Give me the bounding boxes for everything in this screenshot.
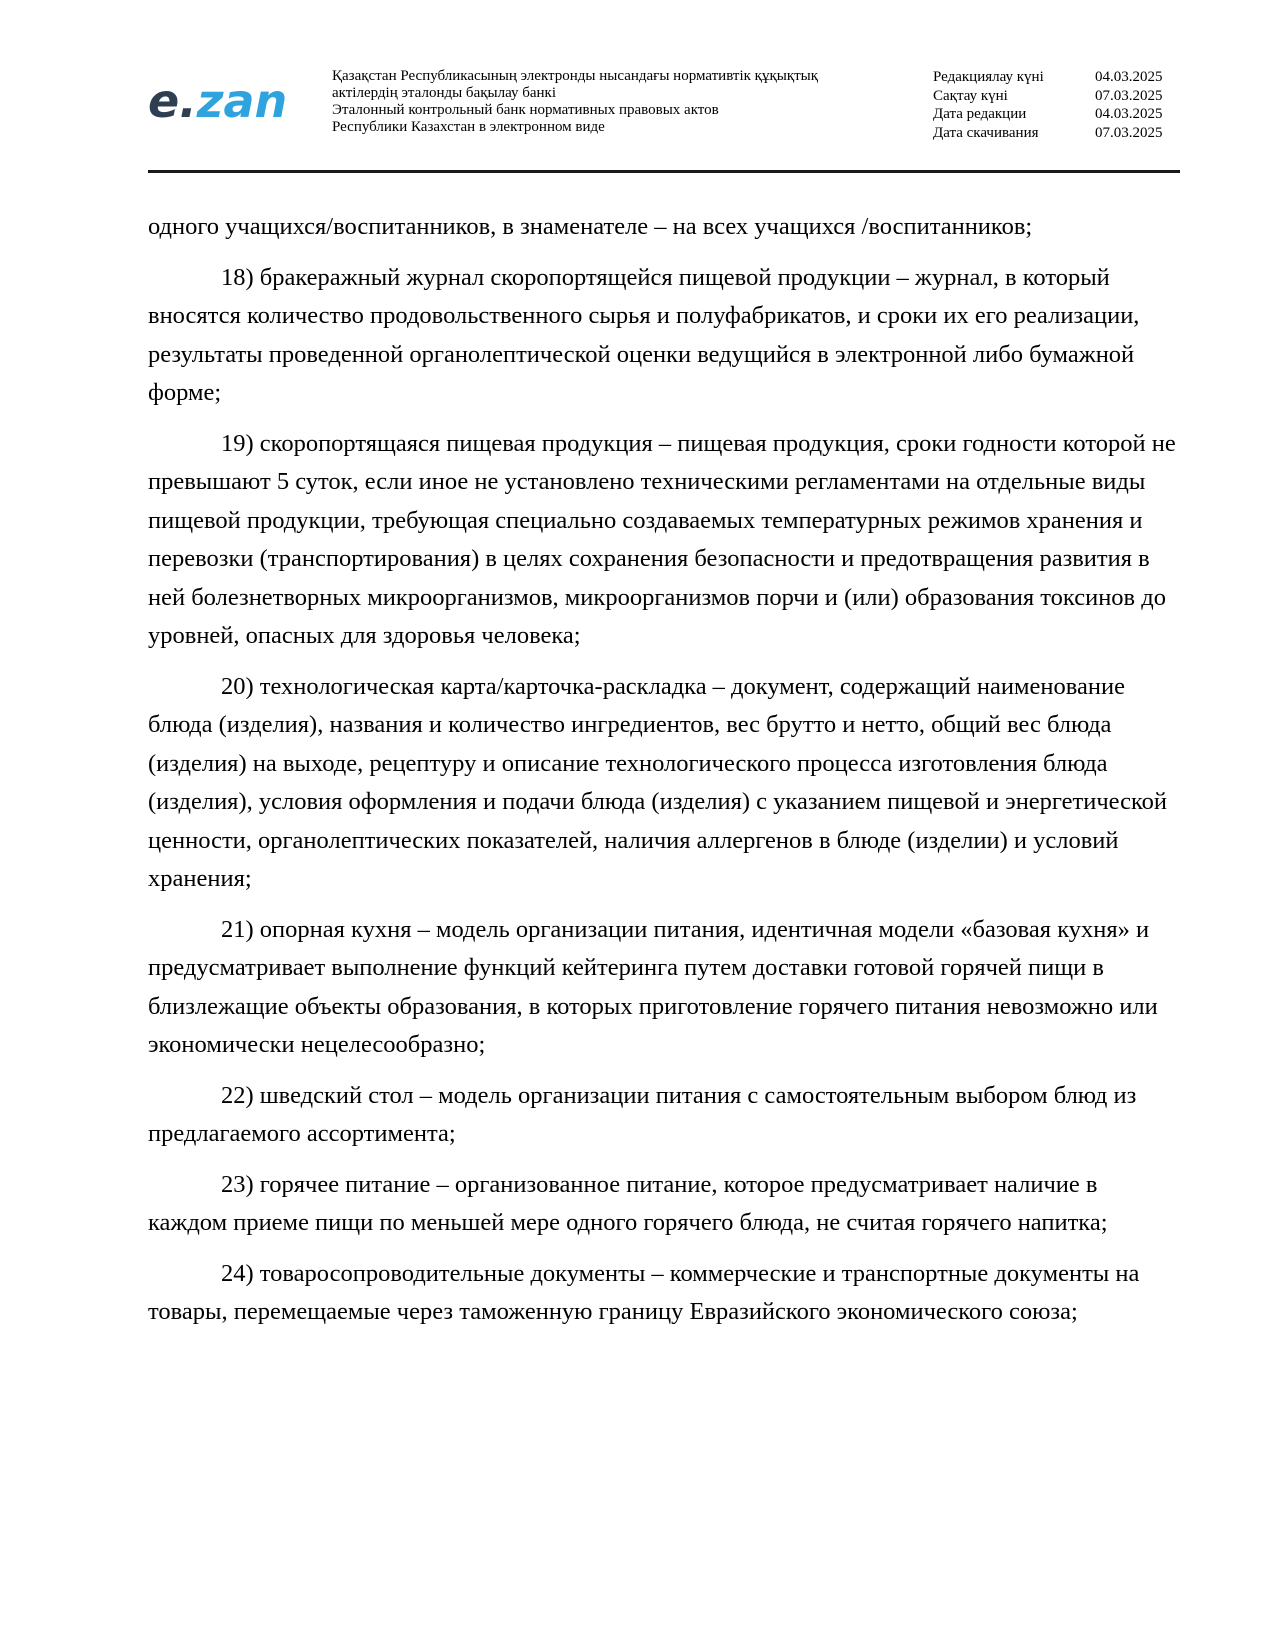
header-title-line: актілердің эталонды бақылау банкі (332, 85, 556, 101)
meta-row-download-date-ru (933, 124, 1178, 143)
paragraph-item-23: 23) горячее питание – организованное питание, которое предусматривает наличие в каждом приеме пищи по меньшей мере одного горячего блюда, не считая горячего напитка; (148, 1170, 1108, 1236)
logo-dot: . (179, 74, 197, 128)
paragraph-item-20: 20) технологическая карта/карточка-раскладка – документ, содержащий наименование блюда (изделия), названия и количество ингредиентов, вес брутто и нетто, общий вес блюда (изделия) на выходе, рецептуру и описание технологического процесса изготовления блюда (изделия), условия оформления и подачи блюда (изделия) с указанием пищевой и энергетической ценности, органолептических показателей, наличия аллергенов в блюде (изделии) и условий хранения; (148, 672, 1168, 892)
meta-label: Дата скачивания (933, 124, 1039, 141)
meta-row-edit-date-kz (933, 68, 1178, 87)
meta-row-save-date-kz (933, 87, 1178, 106)
header-title-line: Эталонный контрольный банк нормативных правовых актов (332, 102, 719, 118)
meta-value: 04.03.2025 (1095, 69, 1163, 85)
meta-label: Дата редакции (933, 106, 1027, 122)
logo-zan: zan (196, 74, 288, 128)
document-body (148, 208, 1180, 1344)
header-title-line: Қазақстан Республикасының электронды нысандағы нормативтік құқықтық (332, 68, 819, 84)
paragraph-item-22: 22) шведский стол – модель организации питания с самостоятельным выбором блюд из предлагаемого ассортимента; (148, 1081, 1137, 1147)
header-divider (148, 170, 1180, 173)
ezan-logo (148, 76, 287, 126)
paragraph-item-18: 18) бракеражный журнал скоропортящейся пищевой продукции – журнал, в который вносятся количество продовольственного сырья и полуфабрикатов, и сроки их его реализации, результаты проведенной органолептической оценки ведущийся в электронной либо бумажной форме; (148, 263, 1140, 406)
header-title-line: Республики Казахстан в электронном виде (332, 119, 605, 135)
paragraph-item-19: 19) скоропортящаяся пищевая продукция – пищевая продукция, сроки годности которой не превышают 5 суток, если иное не установлено техническими регламентами на отдельные виды пищевой продукции, требующая специально создаваемых температурных режимов хранения и перевозки (транспортирования) в целях сохранения безопасности и предотвращения развития в ней болезнетворных микроорганизмов, микроорганизмов порчи и (или) образования токсинов до уровней, опасных для здоровья человека; (148, 429, 1176, 649)
document-header (148, 68, 1178, 166)
meta-value: 07.03.2025 (1095, 124, 1163, 141)
meta-row-edit-date-ru (933, 105, 1178, 124)
header-title (332, 68, 892, 136)
header-meta (933, 68, 1178, 142)
meta-label: Редакциялау күні (933, 69, 1044, 85)
meta-label: Сақтау күні (933, 87, 1008, 104)
meta-value: 04.03.2025 (1095, 106, 1163, 122)
meta-value: 07.03.2025 (1095, 87, 1163, 104)
paragraph-continuation: одного учащихся/воспитанников, в знаменателе – на всех учащихся /воспитанников; (148, 213, 1033, 240)
paragraph-item-24: 24) товаросопроводительные документы – коммерческие и транспортные документы на товары, перемещаемые через таможенную границу Евразийского экономического союза; (148, 1259, 1140, 1325)
paragraph-item-21: 21) опорная кухня – модель организации питания, идентичная модели «базовая кухня» и предусматривает выполнение функций кейтеринга путем доставки готовой горячей пищи в близлежащие объекты образования, в которых приготовление горячего питания невозможно или экономически нецелесообразно; (148, 915, 1158, 1058)
logo-e: e (148, 74, 180, 128)
